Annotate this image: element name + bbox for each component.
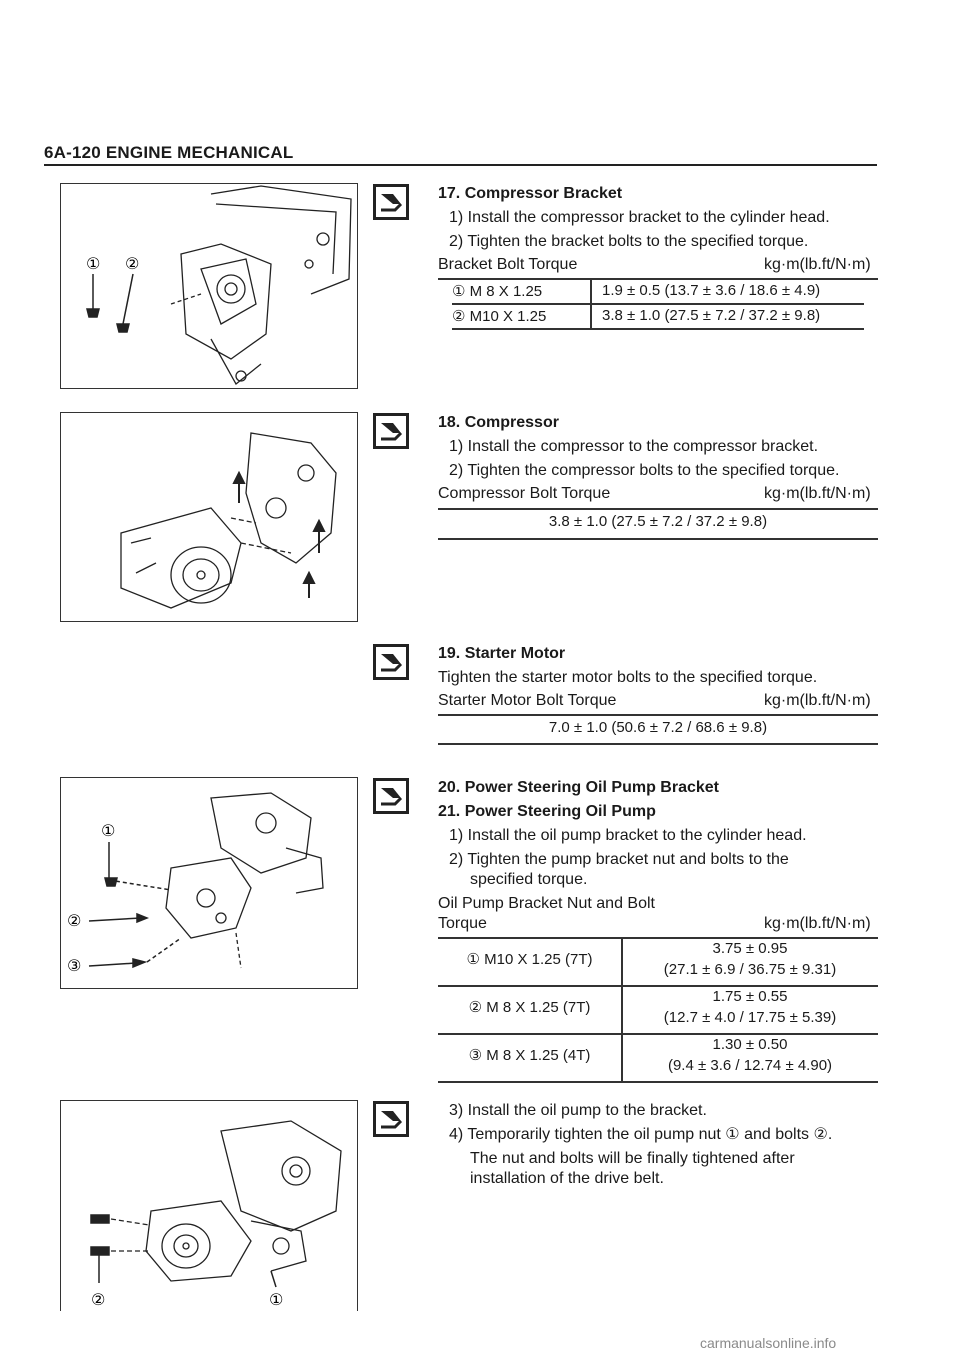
section-17-torque-label: Bracket Bolt Torque [438, 256, 578, 273]
section-19-step-1: Tighten the starter motor bolts to the specified torque. [438, 669, 818, 686]
header-rule [44, 164, 877, 166]
table-rule [438, 508, 878, 510]
callout-3: ③ [67, 956, 82, 975]
oil-pump-illustration [61, 1101, 357, 1311]
section-20-unit: kg·m(lb.ft/N·m) [764, 915, 871, 932]
figure-compressor [60, 412, 358, 622]
wrench-icon [373, 184, 409, 220]
torque-value: 1.30 ± 0.50 [712, 1036, 788, 1053]
torque-value: (27.1 ± 6.9 / 36.75 ± 9.31) [663, 961, 837, 978]
wrench-icon [373, 1101, 409, 1137]
torque-value: 3.75 ± 0.95 [712, 940, 788, 957]
table-rule [452, 303, 864, 305]
section-17-unit: kg·m(lb.ft/N·m) [764, 256, 871, 273]
wrench-icon [373, 778, 409, 814]
section-21-note: The nut and bolts will be finally tightened after [470, 1150, 795, 1167]
section-18-step-1: 1) Install the compressor to the compressor bracket. [449, 438, 819, 455]
table-row [452, 307, 546, 325]
bolt-size: ① M10 X 1.25 (7T) [466, 951, 593, 968]
bolt-size: ① M 8 X 1.25 [452, 283, 543, 300]
section-18-unit: kg·m(lb.ft/N·m) [764, 485, 871, 502]
table-divider [590, 280, 592, 328]
figure-oil-pump-bracket [60, 777, 358, 989]
torque-value: 1.75 ± 0.55 [712, 988, 788, 1005]
oil-pump-bracket-illustration [61, 778, 357, 988]
table-rule [438, 985, 878, 987]
torque-value: 7.0 ± 1.0 (50.6 ± 7.2 / 68.6 ± 9.8) [548, 719, 768, 736]
section-21-step-3: 3) Install the oil pump to the bracket. [449, 1102, 707, 1119]
section-17-step-2: 2) Tighten the bracket bolts to the specified torque. [449, 233, 809, 250]
section-20-title: 20. Power Steering Oil Pump Bracket [438, 779, 719, 796]
section-20-torque-label: Oil Pump Bracket Nut and Bolt [438, 895, 655, 912]
torque-value: (9.4 ± 3.6 / 12.74 ± 4.90) [667, 1057, 833, 1074]
section-17-step-1: 1) Install the compressor bracket to the cylinder head. [449, 209, 830, 226]
section-17-title: 17. Compressor Bracket [438, 185, 623, 202]
table-rule [438, 1081, 878, 1083]
wrench-icon [373, 644, 409, 680]
figure-oil-pump [60, 1100, 358, 1311]
section-20-step-2-cont: specified torque. [470, 871, 588, 888]
section-19-unit: kg·m(lb.ft/N·m) [764, 692, 871, 709]
bolt-size: ② M10 X 1.25 [452, 308, 547, 325]
section-21-title: 21. Power Steering Oil Pump [438, 803, 656, 820]
table-rule [438, 538, 878, 540]
bolt-size: ② M 8 X 1.25 (7T) [468, 999, 591, 1016]
figure-compressor-bracket [60, 183, 358, 389]
callout-2: ② [91, 1290, 106, 1309]
table-rule [438, 937, 878, 939]
section-19-title: 19. Starter Motor [438, 645, 566, 662]
compressor-bracket-illustration [61, 184, 357, 388]
table-row [602, 282, 820, 299]
table-rule [438, 278, 878, 280]
callout-2: ② [125, 254, 140, 273]
torque-value: 1.9 ± 0.5 (13.7 ± 3.6 / 18.6 ± 4.9) [602, 282, 821, 299]
wrench-icon [373, 413, 409, 449]
page-title: 6A-120 ENGINE MECHANICAL [44, 143, 294, 162]
callout-1: ① [86, 254, 101, 273]
torque-value: (12.7 ± 4.0 / 17.75 ± 5.39) [663, 1009, 837, 1026]
section-20-step-2: 2) Tighten the pump bracket nut and bolts to the [449, 851, 789, 868]
compressor-illustration [61, 413, 357, 621]
section-18-step-2: 2) Tighten the compressor bolts to the specified torque. [449, 462, 840, 479]
table-rule [438, 1033, 878, 1035]
torque-value: 3.8 ± 1.0 (27.5 ± 7.2 / 37.2 ± 9.8) [548, 513, 768, 530]
section-19-torque-label: Starter Motor Bolt Torque [438, 692, 617, 709]
section-20-step-1: 1) Install the oil pump bracket to the cylinder head. [449, 827, 807, 844]
table-rule [438, 743, 878, 745]
table-rule [438, 714, 878, 716]
section-21-step-4: 4) Temporarily tighten the oil pump nut ① and bolts ②. [449, 1126, 833, 1143]
section-20-torque-label-2: Torque [438, 915, 487, 932]
section-21-note-cont: installation of the drive belt. [470, 1170, 664, 1187]
bolt-size: ③ M 8 X 1.25 (4T) [468, 1047, 591, 1064]
table-row [452, 282, 542, 300]
section-18-title: 18. Compressor [438, 414, 559, 431]
callout-1: ① [269, 1290, 284, 1309]
callout-2: ② [67, 911, 82, 930]
watermark: carmanualsonline.info [700, 1335, 837, 1351]
callout-1: ① [101, 821, 116, 840]
table-rule [452, 328, 864, 330]
section-18-torque-label: Compressor Bolt Torque [438, 485, 611, 502]
table-row [602, 307, 820, 324]
torque-value: 3.8 ± 1.0 (27.5 ± 7.2 / 37.2 ± 9.8) [602, 307, 821, 324]
